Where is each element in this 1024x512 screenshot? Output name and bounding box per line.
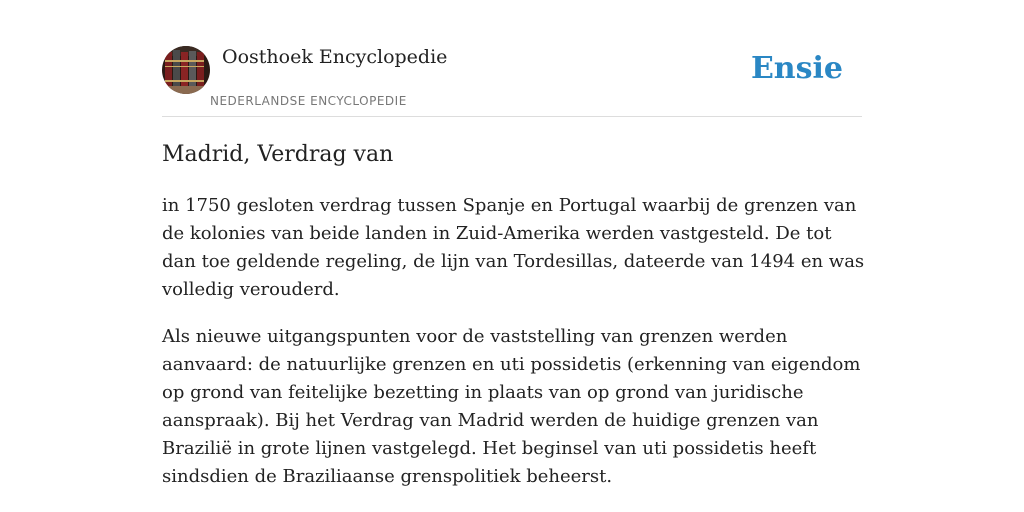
- avatar[interactable]: [162, 46, 210, 94]
- article-paragraph: in 1750 gesloten verdrag tussen Spanje en Portugal waarbij de grenzen van de kolonies van beide landen in Zuid-Amerika werden vastgesteld. De tot dan toe geldende regeling, de lijn van Tordesillas, dateerde van 1494 en was volledig verouderd.: [162, 195, 865, 300]
- article-paragraph: Als nieuwe uitgangspunten voor de vaststelling van grenzen werden aanvaard: de natuurlijke grenzen en uti possidetis (erkenning van eigendom op grond van feitelijke bezetting in plaats van op grond van juridische aanspraak). Bij het Verdrag van Madrid werden de huidige grenzen van Brazilië in grote lijnen vastgelegd. Het beginsel van uti possidetis heeft sindsdien de Braziliaanse grenspolitiek beheerst.: [162, 326, 861, 487]
- site-title[interactable]: Oosthoek Encyclopedie: [222, 46, 448, 68]
- site-subtitle: NEDERLANDSE ENCYCLOPEDIE: [210, 94, 407, 108]
- article-title: Madrid, Verdrag van: [162, 142, 394, 167]
- brand-logo[interactable]: Ensie: [750, 51, 843, 86]
- article: [162, 140, 866, 491]
- site-header: [162, 46, 862, 117]
- bookshelf-icon: [162, 46, 210, 94]
